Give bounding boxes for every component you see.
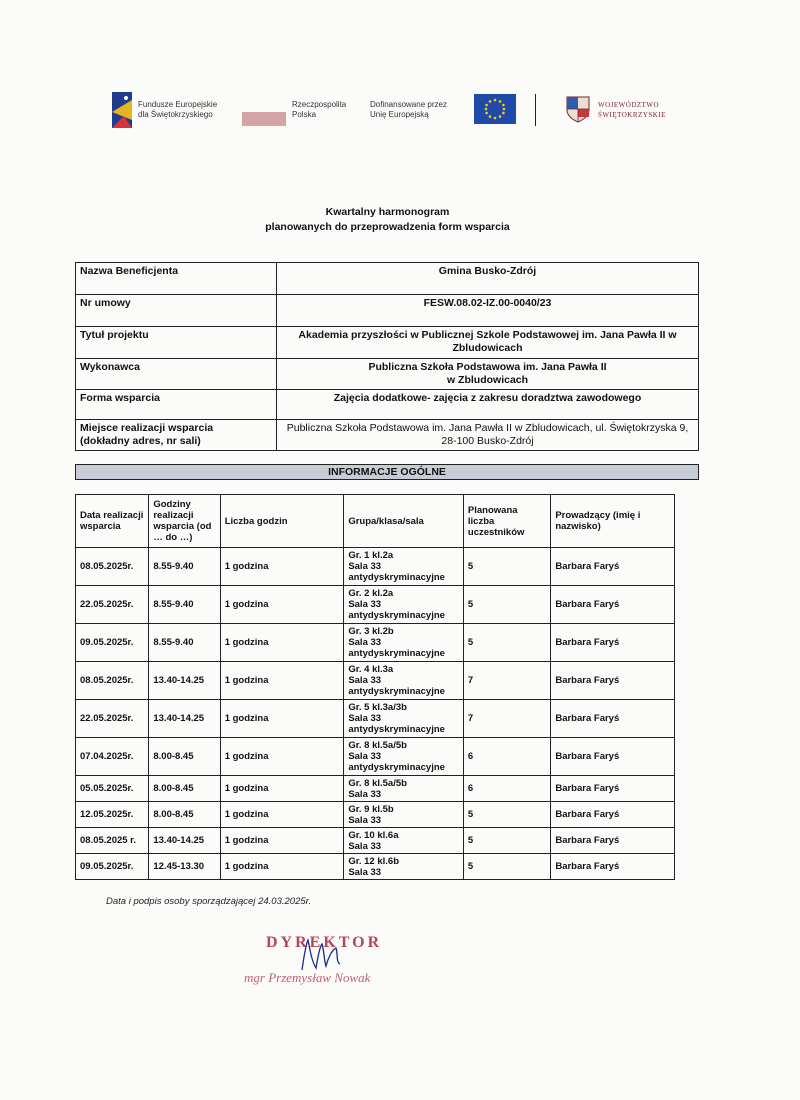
group-line: antydyskryminacyjne	[348, 762, 445, 773]
group-line: antydyskryminacyjne	[348, 724, 445, 735]
info-row-form	[76, 390, 699, 420]
cell-participants: 5	[463, 828, 550, 854]
project-label: Tytuł projektu	[76, 327, 277, 359]
cell-count: 1 godzina	[220, 776, 344, 802]
contractor-label: Wykonawca	[76, 359, 277, 390]
funds-logo-line1: Fundusze Europejskie	[138, 100, 218, 109]
group-line: Sala 33	[348, 637, 382, 648]
cell-count: 1 godzina	[220, 548, 344, 586]
place-value: Publiczna Szkoła Podstawowa im. Jana Pawła II w Zbludowicach, ul. Świętokrzyska 9, 28-100 Busko-Zdrój	[277, 420, 699, 451]
cell-lead: Barbara Faryś	[551, 828, 675, 854]
rp-logo-line2: Polska	[292, 110, 317, 119]
cell-lead: Barbara Faryś	[551, 802, 675, 828]
contract-label: Nr umowy	[76, 295, 277, 327]
cell-group	[344, 624, 464, 662]
info-row-contractor	[76, 359, 699, 390]
region-crest-icon	[564, 94, 592, 124]
cell-lead: Barbara Faryś	[551, 662, 675, 700]
cell-date: 07.04.2025r.	[76, 738, 149, 776]
european-funds-icon	[110, 90, 134, 130]
cell-group	[344, 586, 464, 624]
cell-participants: 5	[463, 624, 550, 662]
table-row	[76, 624, 675, 662]
director-stamp-name: mgr Przemysław Nowak	[244, 970, 371, 985]
cell-count: 1 godzina	[220, 738, 344, 776]
cell-lead: Barbara Faryś	[551, 624, 675, 662]
cell-date: 12.05.2025r.	[76, 802, 149, 828]
cell-group	[344, 738, 464, 776]
cell-hours: 12.45-13.30	[149, 854, 220, 880]
header-date: Data realizacji wsparcia	[76, 495, 149, 548]
schedule-body	[76, 548, 675, 880]
table-row	[76, 738, 675, 776]
contract-value: FESW.08.02-IZ.00-0040/23	[277, 295, 699, 327]
group-line: Gr. 4 kl.3a	[348, 664, 394, 675]
group-line: Gr. 1 kl.2a	[348, 550, 394, 561]
cell-hours: 13.40-14.25	[149, 662, 220, 700]
cell-lead: Barbara Faryś	[551, 586, 675, 624]
cell-group	[344, 662, 464, 700]
group-line: antydyskryminacyjne	[348, 648, 445, 659]
eu-logo-line1: Dofinansowane przez	[370, 100, 447, 109]
group-line: Gr. 8 kl.5a/5b	[348, 777, 407, 789]
place-label-line1: Miejsce realizacji wsparcia	[80, 422, 214, 434]
cell-count: 1 godzina	[220, 802, 344, 828]
table-row	[76, 776, 675, 802]
header-hours: Godziny realizacji wsparcia (od … do …)	[149, 495, 220, 548]
handwritten-signature	[296, 936, 344, 976]
form-value: Zajęcia dodatkowe- zajęcia z zakresu doradztwa zawodowego	[277, 390, 699, 420]
place-label	[76, 420, 277, 451]
cell-date: 08.05.2025r.	[76, 662, 149, 700]
table-row	[76, 802, 675, 828]
table-row	[76, 828, 675, 854]
group-line: antydyskryminacyjne	[348, 610, 445, 621]
cell-date: 08.05.2025r.	[76, 548, 149, 586]
cell-group	[344, 548, 464, 586]
group-line: Gr. 10 kl.6a	[348, 829, 399, 841]
footer-note: Data i podpis osoby sporządzającej 24.03.2025r.	[106, 896, 312, 907]
group-line: Gr. 12 kl.6b	[348, 855, 400, 867]
project-info-table	[75, 262, 699, 451]
header-count: Liczba godzin	[220, 495, 344, 548]
group-line: Sala 33	[348, 751, 382, 762]
table-row	[76, 586, 675, 624]
table-row	[76, 700, 675, 738]
cell-date: 08.05.2025 r.	[76, 828, 149, 854]
cell-hours: 13.40-14.25	[149, 700, 220, 738]
cell-hours: 8.55-9.40	[149, 586, 220, 624]
cell-count: 1 godzina	[220, 624, 344, 662]
header-group: Grupa/klasa/sala	[344, 495, 464, 548]
cell-group	[344, 854, 464, 880]
cell-hours: 8.00-8.45	[149, 776, 220, 802]
cell-count: 1 godzina	[220, 586, 344, 624]
header-participants: Planowana liczba uczestników	[463, 495, 550, 548]
general-info-header: INFORMACJE OGÓLNE	[75, 464, 699, 480]
cell-participants: 7	[463, 662, 550, 700]
cell-participants: 5	[463, 586, 550, 624]
european-funds-logo	[108, 88, 238, 132]
group-line: Sala 33	[348, 814, 382, 826]
group-line: Gr. 5 kl.3a/3b	[348, 702, 407, 713]
cell-count: 1 godzina	[220, 854, 344, 880]
contractor-value	[277, 359, 699, 390]
rp-logo-line1: Rzeczpospolita	[292, 100, 347, 109]
funds-logo-line2: dla Świętokrzyskiego	[138, 110, 213, 119]
polish-flag-icon	[242, 112, 286, 126]
group-line: Sala 33	[348, 675, 382, 686]
info-row-place	[76, 420, 699, 451]
cell-participants: 5	[463, 802, 550, 828]
cell-date: 05.05.2025r.	[76, 776, 149, 802]
title-line2: planowanych do przeprowadzenia form wsparcia	[265, 221, 510, 233]
cell-hours: 13.40-14.25	[149, 828, 220, 854]
cell-group	[344, 700, 464, 738]
place-label-line2: (dokładny adres, nr sali)	[80, 435, 201, 447]
cell-hours: 8.00-8.45	[149, 802, 220, 828]
project-value: Akademia przyszłości w Publicznej Szkole Podstawowej im. Jana Pawła II w Zbludowicach	[277, 327, 699, 359]
cell-count: 1 godzina	[220, 662, 344, 700]
cell-group	[344, 776, 464, 802]
group-line: Gr. 2 kl.2a	[348, 588, 394, 599]
director-stamp-title: DYREKTOR	[266, 934, 383, 951]
header-lead: Prowadzący (imię i nazwisko)	[551, 495, 675, 548]
group-line: Gr. 9 kl.5b	[348, 803, 394, 815]
cell-group	[344, 802, 464, 828]
cell-count: 1 godzina	[220, 700, 344, 738]
group-line: antydyskryminacyjne	[348, 572, 445, 583]
logo-divider	[535, 94, 536, 126]
group-line: Sala 33	[348, 561, 382, 572]
group-line: Sala 33	[348, 713, 382, 724]
table-row	[76, 548, 675, 586]
cell-participants: 5	[463, 548, 550, 586]
cell-lead: Barbara Faryś	[551, 700, 675, 738]
form-label: Forma wsparcia	[76, 390, 277, 420]
group-line: Sala 33	[348, 840, 382, 852]
eu-logo-line2: Unię Europejską	[370, 110, 429, 119]
cell-date: 22.05.2025r.	[76, 586, 149, 624]
group-line: Gr. 3 kl.2b	[348, 626, 394, 637]
group-line: Sala 33	[348, 788, 382, 800]
table-row	[76, 854, 675, 880]
info-row-project	[76, 327, 699, 359]
group-line: Gr. 8 kl.5a/5b	[348, 740, 407, 751]
group-line: Sala 33	[348, 599, 382, 610]
funding-logos-bar	[108, 88, 668, 134]
title-line1: Kwartalny harmonogram	[325, 206, 450, 218]
cell-hours: 8.55-9.40	[149, 624, 220, 662]
info-row-contract	[76, 295, 699, 327]
cell-participants: 6	[463, 738, 550, 776]
contractor-value-line1: Publiczna Szkoła Podstawowa im. Jana Pawła II	[368, 361, 607, 373]
cell-participants: 5	[463, 854, 550, 880]
contractor-value-line2: w Zbludowicach	[446, 374, 529, 386]
cell-date: 09.05.2025r.	[76, 854, 149, 880]
info-row-beneficiary	[76, 263, 699, 295]
cell-participants: 6	[463, 776, 550, 802]
schedule-header-row	[76, 495, 675, 548]
cell-group	[344, 828, 464, 854]
cell-hours: 8.00-8.45	[149, 738, 220, 776]
region-logo-line2: ŚWIĘTOKRZYSKIE	[598, 111, 666, 119]
cell-date: 09.05.2025r.	[76, 624, 149, 662]
cell-lead: Barbara Faryś	[551, 548, 675, 586]
cell-lead: Barbara Faryś	[551, 854, 675, 880]
cell-date: 22.05.2025r.	[76, 700, 149, 738]
group-line: Sala 33	[348, 866, 382, 878]
document-title	[0, 205, 775, 235]
schedule-table	[75, 494, 675, 880]
cell-participants: 7	[463, 700, 550, 738]
cell-hours: 8.55-9.40	[149, 548, 220, 586]
group-line: antydyskryminacyjne	[348, 686, 445, 697]
beneficiary-label: Nazwa Beneficjenta	[76, 263, 277, 295]
cell-count: 1 godzina	[220, 828, 344, 854]
region-logo-line1: WOJEWÓDZTWO	[598, 101, 660, 109]
table-row	[76, 662, 675, 700]
cell-lead: Barbara Faryś	[551, 738, 675, 776]
cell-lead: Barbara Faryś	[551, 776, 675, 802]
beneficiary-value: Gmina Busko-Zdrój	[277, 263, 699, 295]
eu-flag-icon	[474, 94, 516, 124]
